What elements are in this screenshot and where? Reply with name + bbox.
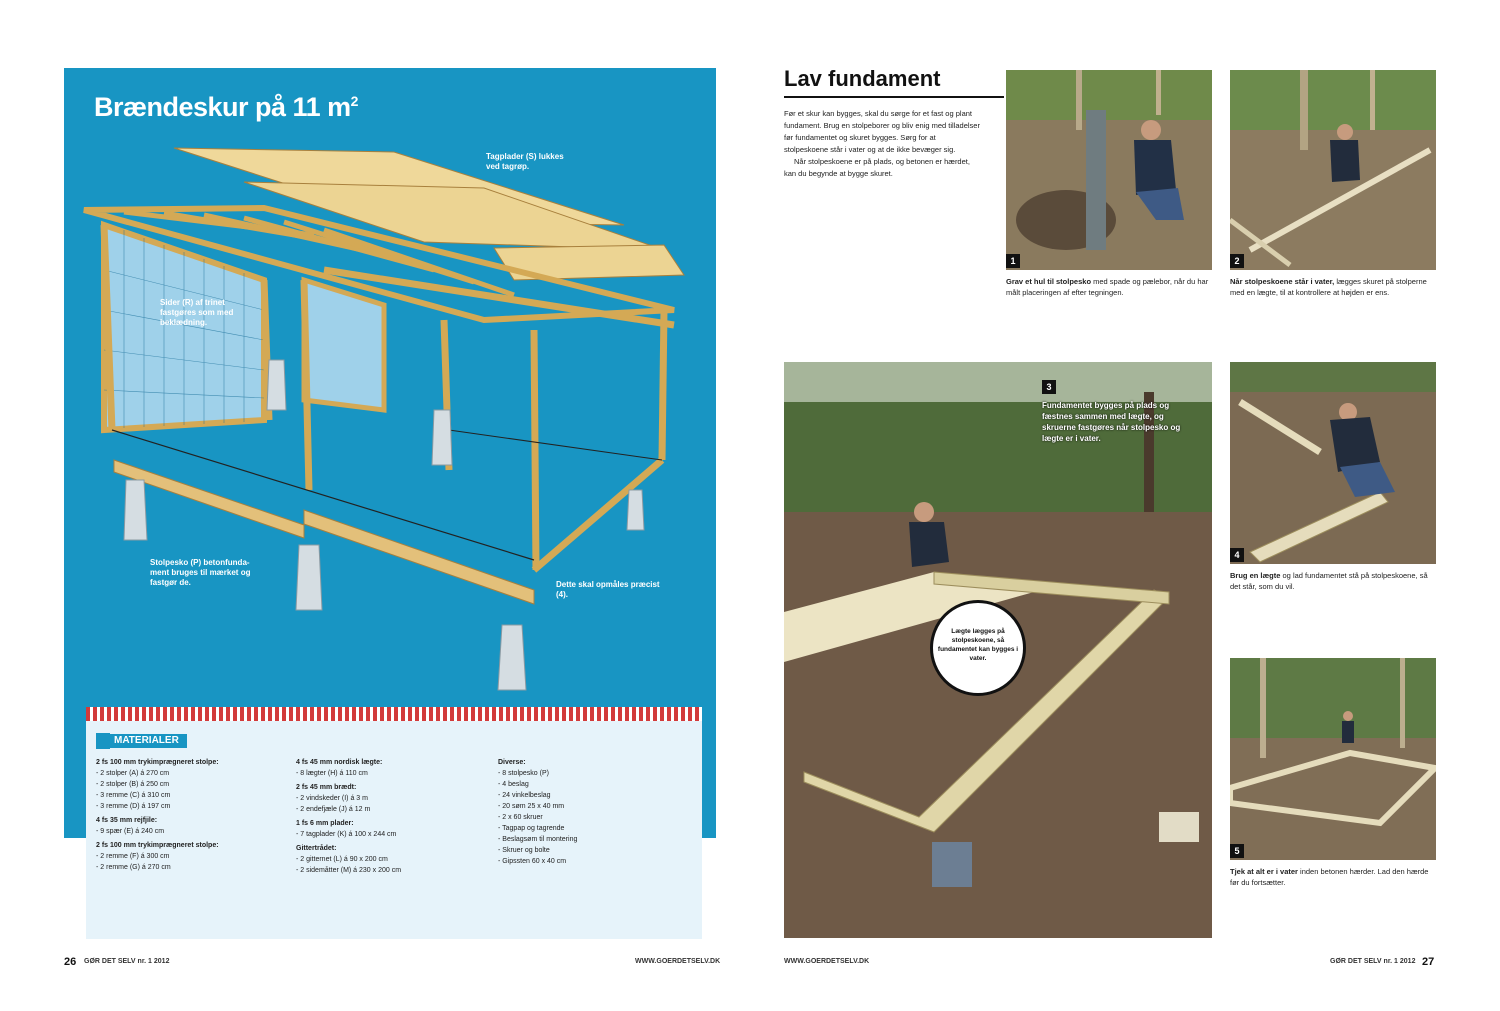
materials-heading: MATERIALER [96,734,187,748]
callout-grid-sides: Sider (R) af trinet fastgøres som med beklædning. [160,298,234,327]
website-url-left: WWW.GOERDETSELV.DK [635,958,721,965]
materials-col-1: 2 fs 100 mm trykimprægneret stolpe: - 2 stolper (A) á 270 cm - 2 stolper (B) á 250 cm - 3 remme (C) á 310 cm - 3 remme (D) á 197 cm 4 fs 35 mm rejfjile: - 9 spær (E) á 240 cm 2 fs 100 mm trykimprægneret stolpe: - 2 remme (F) á 300 cm - 2 remme (G) á 270 cm [96,759,219,871]
page-number-left: 26 [64,956,77,968]
caption-step-5: Tjek at alt er i vater inden betonen hærder. Lad den hærde før du fortsætter. [1230,867,1429,887]
photo-step-4 [1230,362,1436,564]
callout-beams: Dette skal opmåles præcist (4). [556,580,660,599]
section-title: Lav fundament [784,66,941,91]
intro-text: Før et skur kan bygges, skal du sørge for et fast og plant fundament. Brug en stolpeborer og bliv enig med tilladelser før fundamentet og skuret bygges. Sørg for at stolpeskoene står i vater og at de ikke bevæger sig. Når stolpeskoene er på plads, og betonen er hærdet, kan du begynde at bygge skuret. [784,109,980,178]
speech-bubble: Lægte lægges på stolpeskoene, så fundamentet kan bygges i vater. [930,600,1026,696]
photo-step-2 [1230,70,1436,270]
magazine-name-right: GØR DET SELV nr. 1 2012 [1330,958,1416,965]
page-title: Brændeskur på 11 $m^2$ [94,92,358,122]
step-badge-4: 4 [1230,548,1244,562]
website-url-right: WWW.GOERDETSELV.DK [784,958,870,965]
materials-col-2: 4 fs 45 mm nordisk lægte: - 8 lægter (H) á 110 cm 2 fs 45 mm brædt: - 2 vindskeder (I) á 3 m - 2 endefjæle (J) á 12 m 1 fs 6 mm plader: - 7 tagplader (K) á 100 x 244 cm Gittertrådet: - 2 gitternet (L) á 90 x 200 cm - 2 sidemåtter (M) á 230 x 200 cm [296,759,402,874]
caption-step-1: Grav et hul til stolpesko med spade og pælebor, når du har målt placeringen af efter tegningen. [1006,277,1209,297]
caption-step-2: Når stolpeskoene står i vater, lægges skuret på stolperne med en lægte, til at kontrollere at højden er ens. [1230,277,1427,297]
magazine-name-left: GØR DET SELV nr. 1 2012 [84,958,170,965]
step-badge-2: 2 [1230,254,1244,268]
photo-step-5 [1230,658,1436,860]
title-rule [784,96,1004,98]
caption-step-3: Fundamentet bygges på plads og fæstnes sammen med lægte, og skruerne fastgøres når stolpesko og lægte er i vater. [1042,401,1181,443]
callout-roof-plates: Tagplader (S) lukkes ved tagrøp. [486,152,564,171]
inner-grid-wall [304,280,384,410]
step-badge-5: 5 [1230,844,1244,858]
photo-step-1 [1006,70,1212,270]
materials-stripe [86,707,702,721]
step-badge-1: 1 [1006,254,1020,268]
step-badge-3: 3 [1042,380,1056,394]
callout-posts: Stolpesko (P) betonfunda- ment bruges til mærket og fastgør de. [150,558,251,587]
shed-exploded-diagram [64,130,716,710]
page-number-right: 27 [1422,956,1435,968]
caption-step-4: Brug en lægte og lad fundamentet stå på stolpeskoene, så det står, som du vil. [1230,571,1428,591]
materials-col-3: Diverse: - 8 stolpesko (P) - 4 beslag - 24 vinkelbeslag - 20 søm 25 x 40 mm - 2 x 60 skruer - Tagpap og tagrende - Beslagsøm til montering - Skruer og bolte - Gipssten 60 x 40 cm [498,759,578,865]
